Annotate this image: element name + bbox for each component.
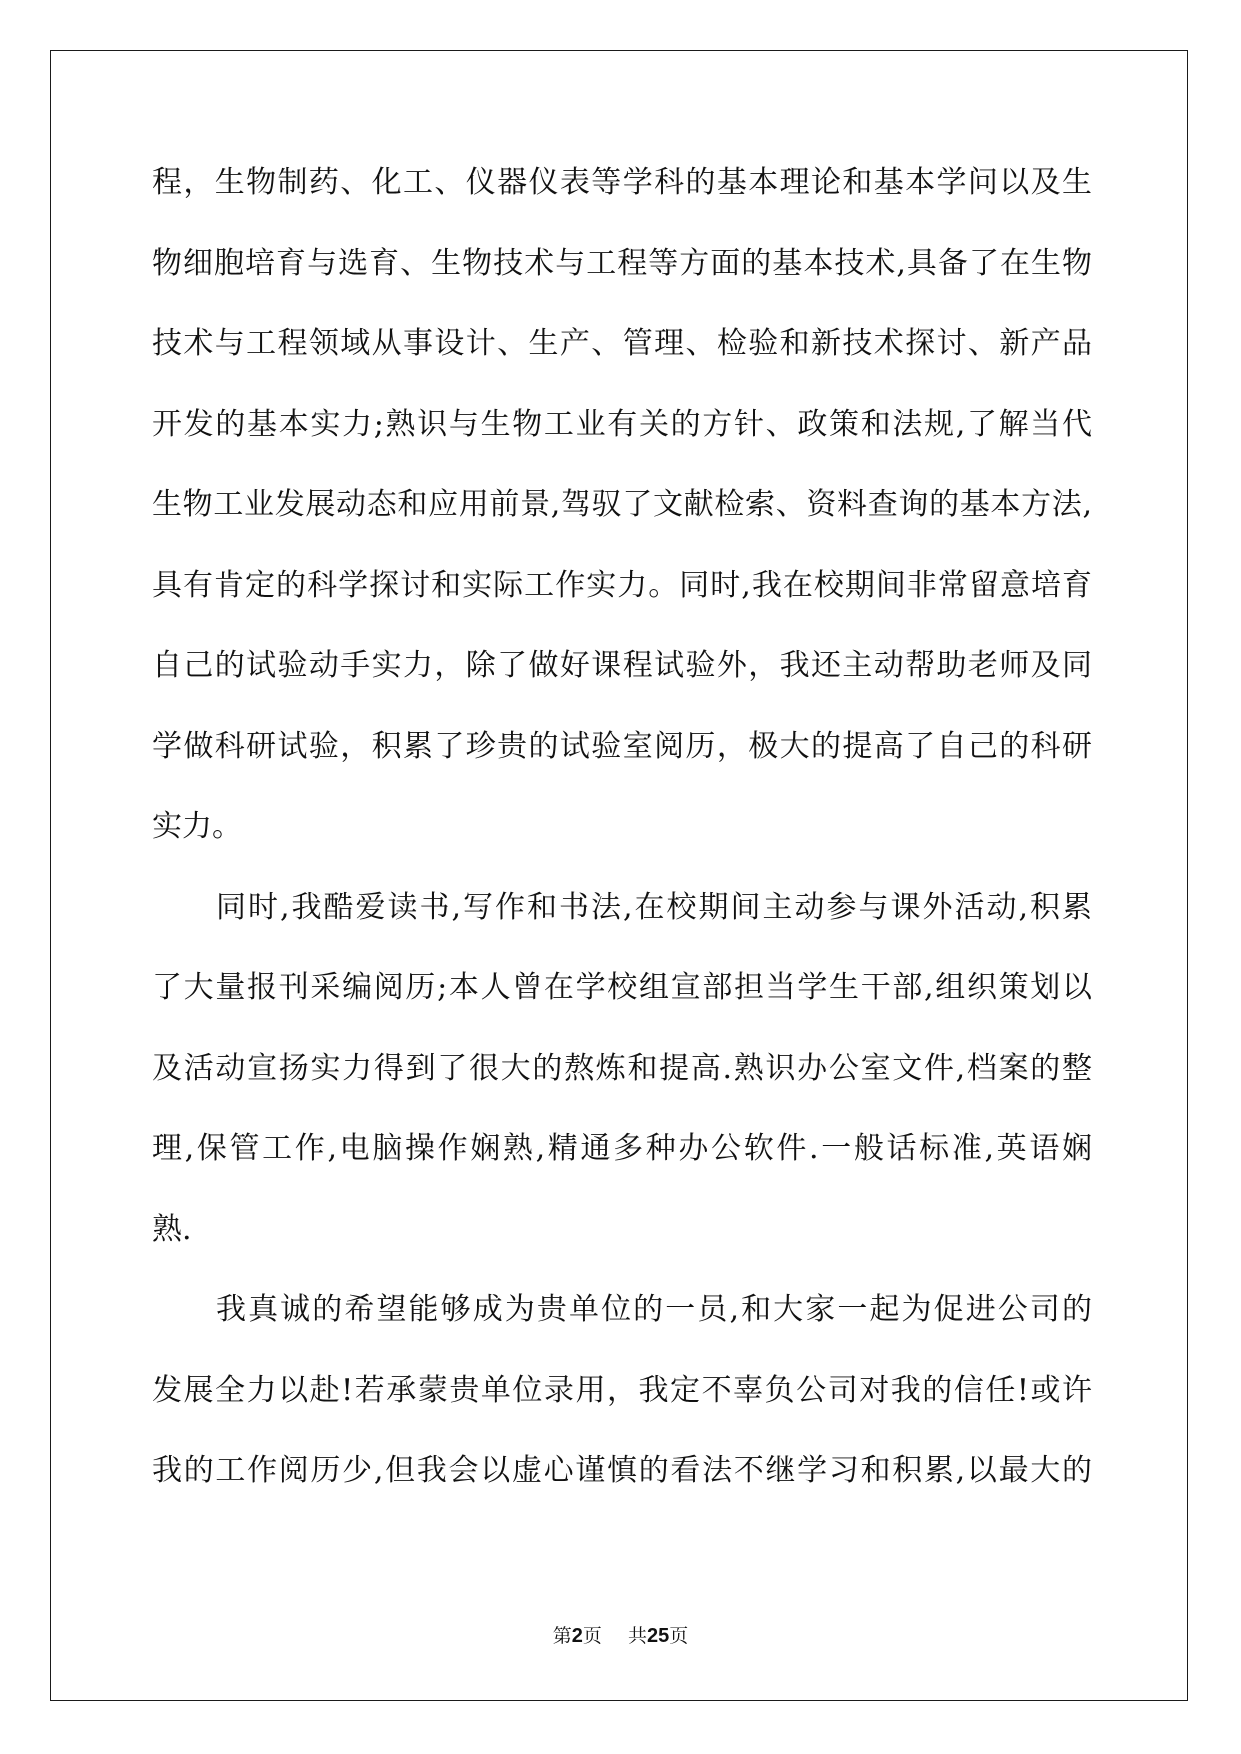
text-line: 同时,我酷爱读书,写作和书法,在校期间主动参与课外活动,积累: [216, 889, 1092, 925]
page-footer: [0, 1621, 1241, 1648]
text-line: 我真诚的希望能够成为贵单位的一员,和大家一起为促进公司的: [216, 1292, 1092, 1327]
text-line: 理,保管工作,电脑操作娴熟,精通多种办公软件.一般话标准,英语娴: [152, 1131, 1092, 1166]
text-line: 及活动宣扬实力得到了很大的熬炼和提高.熟识办公室文件,档案的整: [152, 1050, 1092, 1086]
text-line: 生物工业发展动态和应用前景,驾驭了文献检索、资料查询的基本方法,: [152, 487, 1092, 522]
total-pages: 25: [646, 1625, 670, 1647]
text-line: 我的工作阅历少,但我会以虚心谨慎的看法不继学习和积累,以最大的: [152, 1453, 1092, 1488]
text-line: 实力。: [152, 809, 242, 844]
page-label-suffix: 页: [582, 1625, 602, 1647]
text-line: 具有肯定的科学探讨和实际工作实力。同时,我在校期间非常留意培育: [152, 567, 1092, 603]
text-line: 技术与工程领域从事设计、生产、管理、检验和新技术探讨、新产品: [152, 326, 1092, 361]
text-line: 程，生物制药、化工、仪器仪表等学科的基本理论和基本学问以及生: [152, 165, 1092, 200]
total-label-suffix: 页: [669, 1625, 689, 1647]
text-line: 开发的基本实力;熟识与生物工业有关的方针、政策和法规,了解当代: [152, 406, 1092, 442]
page-label-prefix: 第: [552, 1625, 572, 1647]
text-line: 熟.: [152, 1211, 192, 1247]
text-line: 学做科研试验，积累了珍贵的试验室阅历，极大的提高了自己的科研: [152, 728, 1092, 764]
total-label-prefix: 共: [627, 1625, 647, 1647]
text-line: 发展全力以赴!若承蒙贵单位录用，我定不辜负公司对我的信任!或许: [152, 1372, 1092, 1408]
document-body: [152, 163, 1092, 1532]
text-line: 了大量报刊采编阅历;本人曾在学校组宣部担当学生干部,组织策划以: [152, 970, 1092, 1005]
text-line: 物细胞培育与选育、生物技术与工程等方面的基本技术,具备了在生物: [152, 245, 1092, 281]
text-line: 自己的试验动手实力，除了做好课程试验外，我还主动帮助老师及同: [152, 648, 1092, 683]
page-number: 2: [571, 1625, 583, 1647]
